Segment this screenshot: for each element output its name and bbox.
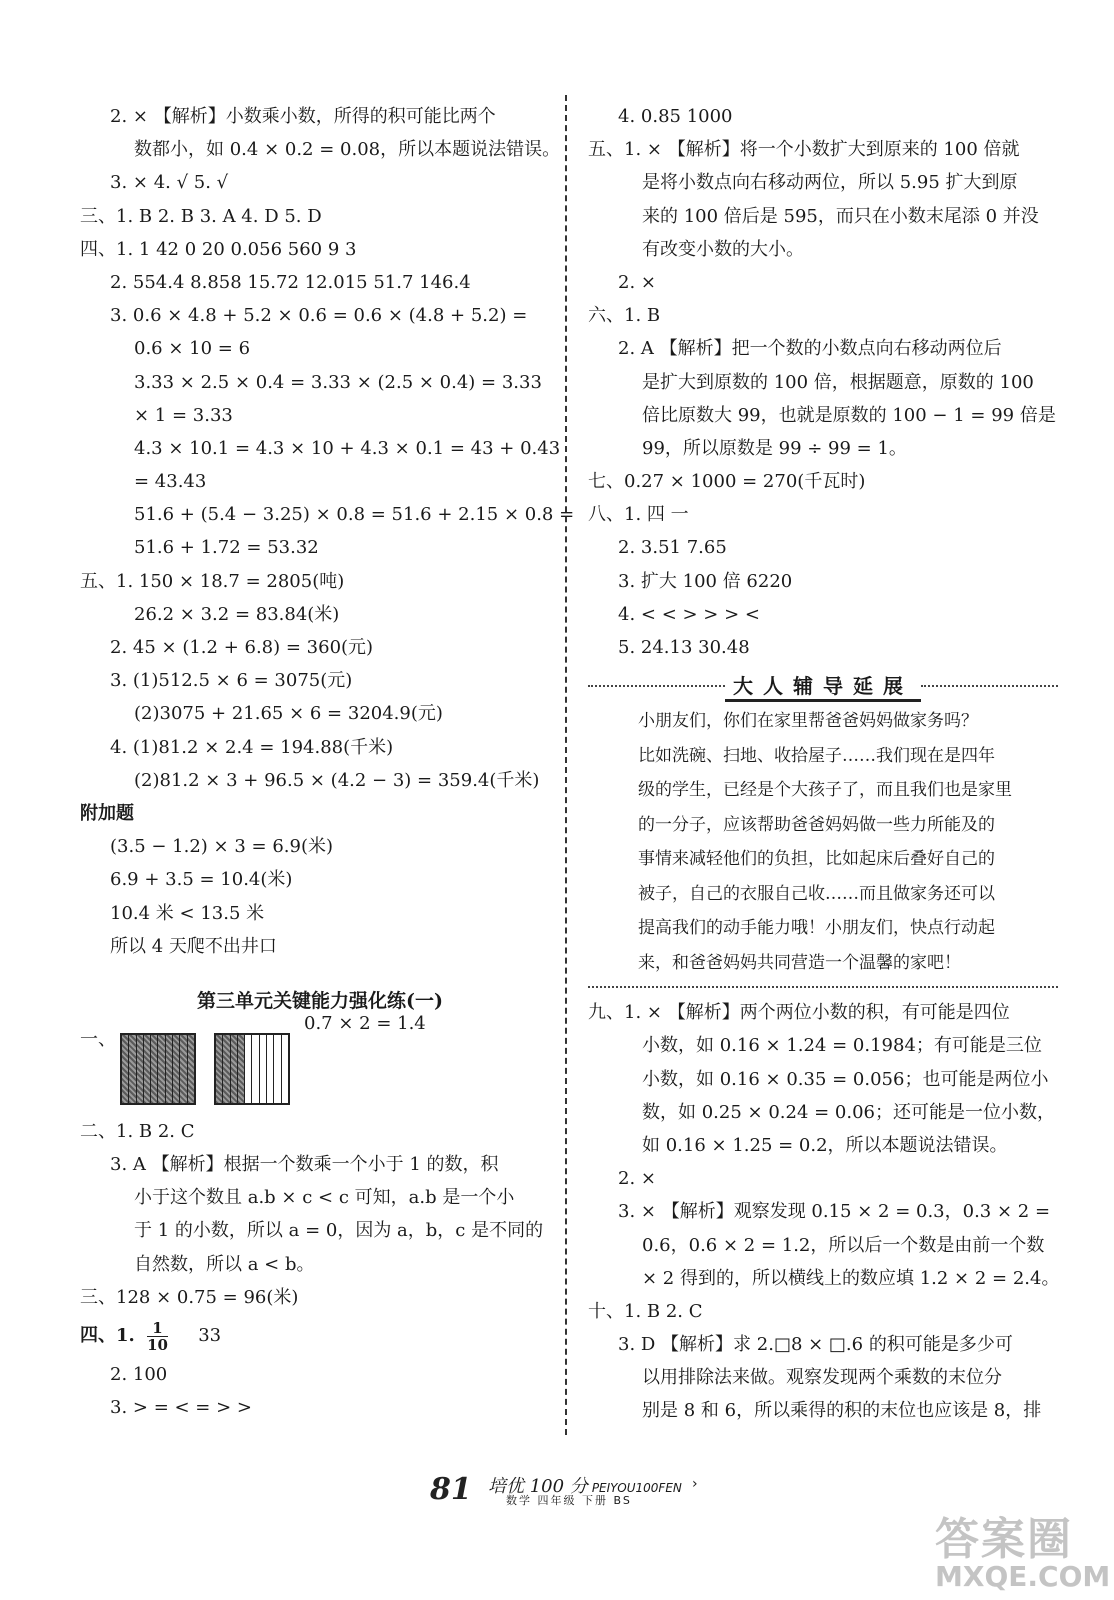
fraction [147, 1320, 168, 1353]
answer-line: 五、1. × 【解析】将一个小数扩大到原来的 100 倍就 [588, 139, 1020, 161]
grid-row-label: 一、 [80, 1028, 116, 1050]
answer-line: × 1 = 3.33 [134, 404, 233, 426]
tutoring-box-title: 大人辅导延展 [725, 670, 921, 702]
fraction-line-prefix: 四、1. [80, 1325, 135, 1346]
answer-line: 十、1. B 2. C [588, 1300, 703, 1322]
answer-line: 是扩大到原数的 100 倍，根据题意，原数的 100 [642, 371, 1034, 393]
right-column [588, 100, 1058, 1428]
grid-figure-row [80, 1012, 560, 1115]
answer-line: 附加题 [80, 802, 134, 824]
answer-line: 二、1. B 2. C [80, 1120, 195, 1142]
page-footer [430, 1470, 730, 1510]
section-title: 第三单元关键能力强化练(一) [197, 989, 443, 1012]
answer-line: 别是 8 和 6，所以乘得的积的末位也应该是 8，排 [642, 1400, 1042, 1422]
answer-line: 是将小数点向右移动两位，所以 5.95 扩大到原 [642, 172, 1018, 194]
left-answers-part1 [80, 100, 575, 963]
answer-line: 3. 扩大 100 倍 6220 [618, 570, 793, 592]
answer-line: 4. 0.85 1000 [618, 106, 733, 127]
chevron-right-icon: › [692, 1476, 698, 1492]
answer-line: 10.4 米 < 13.5 米 [110, 902, 265, 924]
box-text-line: 事情来减轻他们的负担，比如起床后叠好自己的 [638, 849, 995, 870]
brand-name: 培优 100 分 [488, 1476, 588, 1497]
box-text-line: 的一分子，应该帮助爸爸妈妈做一些力所能及的 [638, 814, 995, 835]
answer-line: 3. D 【解析】求 2.□8 × □.6 的积可能是多少可 [618, 1334, 1013, 1356]
answer-line: 小数，如 0.16 × 1.24 = 0.1984；有可能是三位 [642, 1035, 1042, 1057]
answer-line: 2. × [618, 271, 656, 293]
tutoring-box-text [588, 704, 1058, 980]
answer-line: 四、1. 1 42 0 20 0.056 560 9 3 [80, 238, 357, 260]
answer-line: 3. 0.6 × 4.8 + 5.2 × 0.6 = 0.6 × (4.8 + 5.2) = [110, 305, 528, 327]
answer-line: 3. (1)512.5 × 6 = 3075(元) [110, 670, 353, 692]
box-text-line: 级的学生，已经是个大孩子了，而且我们也是家里 [638, 780, 1012, 801]
grid-equation: 0.7 × 2 = 1.4 [304, 1012, 426, 1034]
answer-line: 3. × 4. √ 5. √ [110, 172, 229, 194]
footer-subtitle: 数学 四年级 下册 BS [506, 1494, 632, 1507]
answer-line: 4. (1)81.2 × 2.4 = 194.88(千米) [110, 736, 394, 758]
answer-line: 来的 100 倍后是 595，而只在小数末尾添 0 并没 [642, 205, 1039, 227]
box-text-line: 比如洗碗、扫地、收拾屋子……我们现在是四年 [638, 745, 995, 766]
answer-line: 五、1. 150 × 18.7 = 2805(吨) [80, 570, 345, 592]
answer-line: 数都小，如 0.4 × 0.2 = 0.08，所以本题说法错误。 [134, 139, 561, 161]
answer-line: 4.3 × 10.1 = 4.3 × 10 + 4.3 × 0.1 = 43 + 0.43 [134, 437, 561, 459]
answer-line: 4. < < > > > < [618, 603, 760, 625]
watermark-cn: 答案圈 [935, 1514, 1073, 1565]
answer-line: 2. 3.51 7.65 [618, 537, 727, 559]
answer-line: (2)81.2 × 3 + 96.5 × (4.2 − 3) = 359.4(千米) [134, 769, 540, 791]
fraction-line [80, 1314, 560, 1358]
box-text-line: 提高我们的动手能力哦！小朋友们，快点行动起 [638, 918, 995, 939]
answer-line: 倍比原数大 99，也就是原数的 100 − 1 = 99 倍是 [642, 404, 1056, 426]
left-column [80, 100, 575, 1424]
answer-line: 于 1 的小数，所以 a = 0，因为 a，b，c 是不同的 [134, 1220, 544, 1242]
box-text-line: 小朋友们，你们在家里帮爸爸妈妈做家务吗？ [638, 711, 978, 732]
answer-line: 有改变小数的大小。 [642, 238, 804, 260]
answer-line: 0.6，0.6 × 2 = 1.2，所以后一个数是由前一个数 [642, 1234, 1045, 1256]
box-text-line: 被子，自己的衣服自己收……而且做家务还可以 [638, 883, 995, 904]
tutoring-box-bottom-rule [588, 986, 1058, 988]
watermark [935, 1514, 1111, 1593]
answer-line: 99，所以原数是 99 ÷ 99 = 1。 [642, 437, 907, 459]
answer-line: 数，如 0.25 × 0.24 = 0.06；还可能是一位小数， [642, 1101, 1056, 1123]
answer-line: 三、128 × 0.75 = 96(米) [80, 1286, 299, 1308]
answer-line: 九、1. × 【解析】两个两位小数的积，有可能是四位 [588, 1002, 1010, 1024]
answer-line: 2. × 【解析】小数乘小数，所得的积可能比两个 [110, 106, 496, 127]
answer-line: 所以 4 天爬不出井口 [110, 935, 277, 957]
answer-line: 以用排除法来做。观察发现两个乘数的末位分 [642, 1367, 1002, 1389]
answer-line: 26.2 × 3.2 = 83.84(米) [134, 603, 340, 625]
answer-line: 2. × [618, 1168, 656, 1190]
right-answers-part1 [588, 100, 1058, 664]
answer-line: × 2 得到的，所以横线上的数应填 1.2 × 2 = 2.4。 [642, 1267, 1060, 1289]
answer-line: 2. 100 [110, 1364, 168, 1385]
answer-line: 自然数，所以 a < b。 [134, 1253, 315, 1275]
answer-line: 七、0.27 × 1000 = 270(千瓦时) [588, 471, 866, 493]
answer-line: (3.5 − 1.2) × 3 = 6.9(米) [110, 836, 333, 858]
fraction-denominator: 10 [147, 1335, 168, 1354]
answer-line: 如 0.16 × 1.25 = 0.2，所以本题说法错误。 [642, 1134, 1008, 1156]
answer-line: 3. × 【解析】观察发现 0.15 × 2 = 0.3，0.3 × 2 = [618, 1201, 1051, 1223]
answer-line: 6.9 + 3.5 = 10.4(米) [110, 869, 293, 891]
answer-line: (2)3075 + 21.65 × 6 = 3204.9(元) [134, 703, 443, 725]
fraction-line-rest: 33 [198, 1325, 222, 1346]
column-divider [565, 95, 567, 1435]
brand-latin: PEIYOU100FEN [591, 1481, 682, 1495]
answer-line: = 43.43 [134, 471, 207, 493]
answer-line: 0.6 × 10 = 6 [134, 338, 251, 360]
decimal-grid-right [214, 1033, 290, 1105]
answer-line: 三、1. B 2. B 3. A 4. D 5. D [80, 205, 322, 227]
answer-line: 小于这个数且 a.b × c < c 可知，a.b 是一个小 [134, 1187, 515, 1209]
tutoring-box-header [588, 668, 1058, 704]
answer-line: 六、1. B [588, 305, 661, 327]
answer-line: 2. 554.4 8.858 15.72 12.015 51.7 146.4 [110, 271, 471, 293]
answer-line: 51.6 + 1.72 = 53.32 [134, 537, 319, 559]
page-number: 81 [430, 1472, 472, 1507]
answer-line: 3. > = < = > > [110, 1397, 252, 1419]
answer-line: 八、1. 四 一 [588, 504, 689, 526]
left-answers-part2 [80, 1115, 560, 1314]
watermark-en: MXQE.COM [935, 1560, 1111, 1593]
answer-line: 51.6 + (5.4 − 3.25) × 0.8 = 51.6 + 2.15 × 0.8 = [134, 504, 575, 526]
answer-line: 5. 24.13 30.48 [618, 637, 750, 658]
answer-line: 2. A 【解析】把一个数的小数点向右移动两位后 [618, 338, 1002, 360]
answer-line: 2. 45 × (1.2 + 6.8) = 360(元) [110, 637, 374, 658]
decimal-grid-left [120, 1033, 196, 1105]
fraction-numerator: 1 [147, 1320, 168, 1337]
box-text-line: 来，和爸爸妈妈共同营造一个温馨的家吧！ [638, 952, 961, 973]
answer-line: 3. A 【解析】根据一个数乘一个小于 1 的数，积 [110, 1154, 499, 1176]
right-answers-part2 [588, 996, 1058, 1427]
left-answers-part3 [80, 1358, 560, 1424]
answer-line: 小数，如 0.16 × 0.35 = 0.056；也可能是两位小 [642, 1068, 1049, 1090]
answer-line: 3.33 × 2.5 × 0.4 = 3.33 × (2.5 × 0.4) = 3.33 [134, 371, 542, 393]
